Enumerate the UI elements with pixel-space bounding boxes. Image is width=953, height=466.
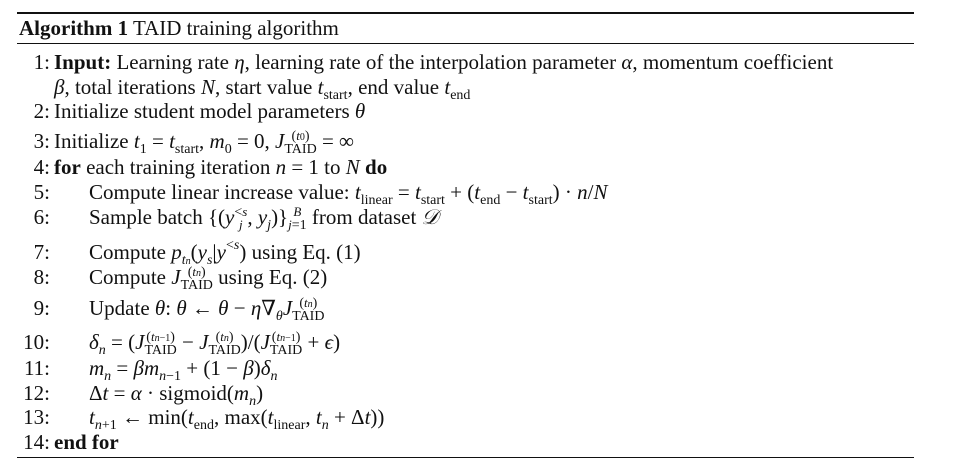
line-number: 8:: [33, 265, 50, 289]
line-4: 4: for each training iteration n = 1 to N do: [19, 155, 387, 179]
line-number: 9:: [33, 296, 50, 320]
algorithm-title: [19, 16, 339, 41]
line-5: 5: Compute linear increase value: $t_{linear} = t_{start} + (t_{end} - t_{start}) \cdot n/N$: [19, 180, 607, 213]
line-14: [19, 430, 119, 454]
bottom-rule: [17, 457, 914, 458]
line-9: 9: Update θ: θ ← $\theta - \eta\nabla_\theta J$ (tn) TAID: [19, 296, 324, 329]
line-number: 11:: [23, 356, 50, 380]
line-number: 14:: [23, 430, 50, 454]
line-13: 13: $t_{n+1}$ ← $\min(t_{end}$, $\max(t_{linear}$, $t_n + \Delta t$)): [19, 405, 384, 438]
algorithm-name: TAID training algorithm: [132, 16, 339, 40]
line-11: 11: $m_n = \beta m_{n-1} + (1 - \beta)\delta_n$: [19, 356, 277, 389]
line-number: 7:: [33, 240, 50, 264]
top-rule: [17, 12, 914, 14]
line-3: 3: Initialize $t_1 = t_{start}$, $m_0 = 0$, J (t0) TAID = ∞: [19, 129, 354, 162]
line-2: 2: Initialize student model parameters θ: [19, 99, 365, 123]
line-10: 10: $\delta_n = (J$ (tn−1) TAID − J (tn) TAID )/(J (tn−1) TAID + ϵ): [19, 330, 340, 363]
title-rule: [17, 43, 914, 44]
line-number: 5:: [33, 180, 50, 204]
line-number: 3:: [33, 129, 50, 153]
line-number: 10:: [23, 330, 50, 354]
algorithm-label: Algorithm 1: [19, 16, 129, 40]
line-6: 6: Sample batch {(y <s j , $y_j$)} B j=1 from dataset 𝒟: [19, 205, 438, 238]
line-number: 13:: [23, 405, 50, 429]
line-12: 12: $\Delta t = \alpha \cdot sigmoid(m_n)$: [19, 381, 263, 414]
line-number: 2:: [33, 99, 50, 123]
line-8: 8: Compute J (tn) TAID using Eq. (2): [19, 265, 327, 292]
line-number: 4:: [33, 155, 50, 179]
keyword-end-for: end for: [54, 430, 119, 454]
line-1-cont: β, total iterations N, start value $t_{start}$, end value $t_{end}$: [54, 75, 471, 103]
line-1: 1: Input: Learning rate η, learning rate of the interpolation parameter α, momentum coefficient: [19, 50, 833, 74]
keyword-input: Input:: [54, 50, 112, 74]
line-number: 1:: [33, 50, 50, 74]
line-7: 7: Compute $p_{tn}(y_s|y^{<s})$ using Eq. (1): [19, 234, 361, 274]
line-number: 6:: [33, 205, 50, 229]
line-number: 12:: [23, 381, 50, 405]
